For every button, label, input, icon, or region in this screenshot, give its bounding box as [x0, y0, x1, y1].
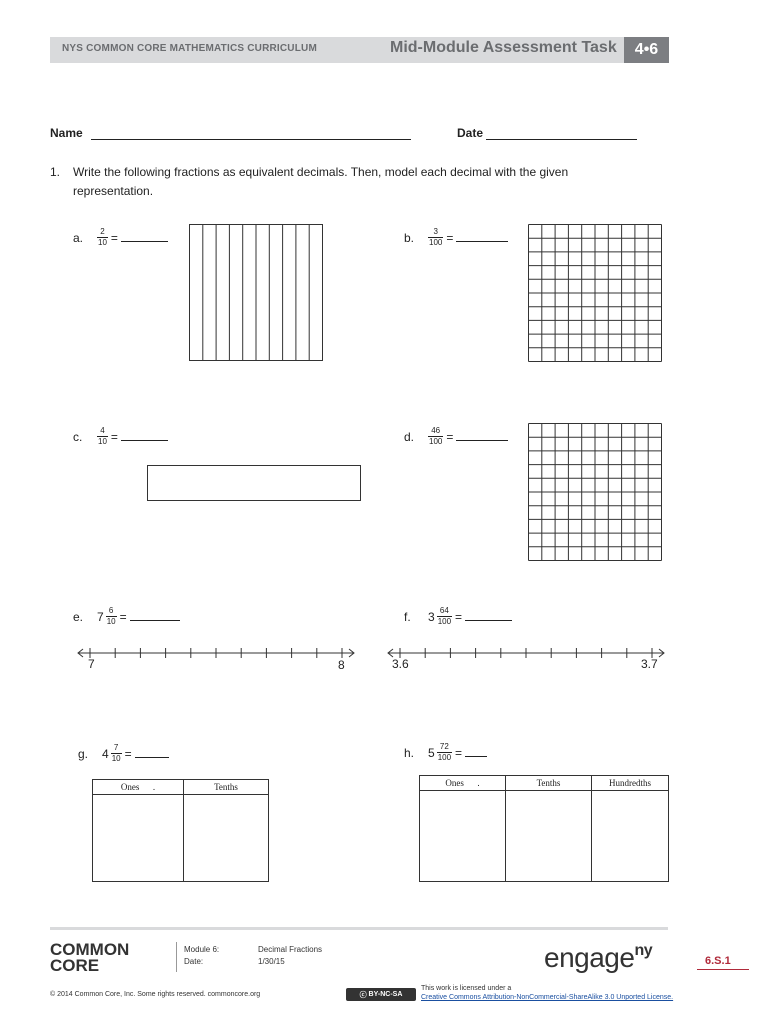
ones-cell[interactable] — [93, 795, 184, 882]
answer-blank[interactable] — [456, 233, 508, 242]
fraction: $\frac{72}{100}$ — [437, 742, 452, 762]
place-value-chart-g — [92, 779, 269, 882]
problem-f: f. 3 $\frac{64}{100}$ = — [404, 606, 512, 627]
fraction: $\frac{64}{100}$ — [437, 606, 452, 626]
whole-number: 3 — [428, 609, 435, 624]
answer-blank[interactable] — [465, 612, 512, 621]
fraction: $\frac{2}{10}$ — [98, 227, 107, 247]
number-line-end: 3.7 — [641, 657, 658, 671]
problem-letter: f. — [404, 609, 411, 624]
number-line-start: 7 — [88, 657, 95, 671]
number-line-start: 3.6 — [392, 657, 409, 671]
tenths-cell[interactable] — [506, 791, 592, 882]
cc-license-badge[interactable]: ⓒ BY-NC-SA — [346, 988, 416, 1001]
column-header-ones: Ones . — [93, 780, 184, 795]
engageny-logo: engage$^{ny}$ — [544, 942, 653, 973]
ones-cell[interactable] — [420, 791, 506, 882]
page-number-underline — [697, 969, 749, 970]
date-footer-label: Date: — [184, 957, 204, 966]
question-text-line2: representation. — [73, 184, 154, 198]
number-line-end: 8 — [338, 658, 345, 672]
problem-g: g. 4 $\frac{7}{10}$ = — [78, 743, 169, 764]
problem-letter: h. — [404, 745, 415, 760]
fraction: $\frac{4}{10}$ — [98, 426, 107, 446]
problem-d: d. $\frac{46}{100}$ = — [404, 426, 508, 447]
question-text-line1: Write the following fractions as equivalent decimals. Then, model each decimal with the given — [73, 165, 569, 179]
question-number: 1. — [50, 165, 61, 179]
copyright: © 2014 Common Core, Inc. Some rights reserved. commoncore.org — [50, 991, 261, 998]
problem-letter: d. — [404, 429, 415, 444]
place-value-chart-h — [419, 775, 669, 882]
problem-letter: g. — [78, 746, 89, 761]
column-header-ones: Ones . — [420, 776, 506, 791]
curriculum-title: NYS COMMON CORE MATHEMATICS CURRICULUM — [62, 43, 317, 54]
tenths-area-model-a — [189, 224, 323, 361]
license-text: This work is licensed under a — [421, 985, 512, 992]
footer-separator — [176, 942, 177, 972]
tenths-cell[interactable] — [184, 795, 269, 882]
common-core-logo: COMMON CORE — [50, 940, 130, 975]
date-field[interactable] — [486, 127, 637, 140]
hundredths-cell[interactable] — [592, 791, 669, 882]
fraction: $\frac{6}{10}$ — [106, 606, 116, 626]
fraction: $\frac{3}{100}$ — [429, 227, 443, 247]
tape-diagram-c — [147, 465, 361, 501]
fraction: $\frac{7}{10}$ — [111, 743, 121, 763]
number-line-e — [76, 645, 358, 665]
module-value: Decimal Fractions — [258, 945, 323, 954]
column-header-tenths: Tenths — [506, 776, 592, 791]
hundredths-grid-d — [528, 423, 662, 561]
answer-blank[interactable] — [135, 749, 169, 758]
fraction: $\frac{46}{100}$ — [429, 426, 443, 446]
footer-divider — [50, 927, 668, 930]
column-header-hundredths: Hundredths — [592, 776, 669, 791]
problem-letter: c. — [73, 429, 83, 444]
problem-letter: a. — [73, 230, 84, 245]
problem-letter: b. — [404, 230, 415, 245]
name-field[interactable] — [91, 127, 411, 140]
whole-number: 4 — [102, 746, 109, 761]
name-label: Name — [50, 126, 83, 140]
task-title: Mid-Module Assessment Task — [390, 39, 617, 56]
problem-a: a. $\frac{2}{10}$ = — [73, 227, 168, 248]
problem-h: h. 5 $\frac{72}{100}$ = — [404, 742, 487, 763]
grade-module-badge: 4•6 — [624, 37, 669, 63]
date-footer-value: 1/30/15 — [258, 957, 285, 966]
hundredths-grid-b — [528, 224, 662, 362]
module-label: Module 6: — [184, 945, 220, 954]
page-number: 6.S.1 — [705, 955, 731, 967]
answer-blank[interactable] — [121, 233, 168, 242]
date-label: Date — [457, 126, 484, 140]
number-line-f — [386, 645, 668, 665]
license-link[interactable]: Creative Commons Attribution-NonCommercial-ShareAlike 3.0 Unported License. — [421, 994, 674, 1001]
column-header-tenths: Tenths — [184, 780, 269, 795]
problem-b: b. $\frac{3}{100}$ = — [404, 227, 508, 248]
whole-number: 7 — [97, 609, 104, 624]
answer-blank[interactable] — [456, 432, 508, 441]
problem-e: e. 7 $\frac{6}{10}$ = — [73, 606, 180, 627]
answer-blank[interactable] — [121, 432, 168, 441]
answer-blank[interactable] — [465, 748, 487, 757]
whole-number: 5 — [428, 745, 435, 760]
problem-c: c. $\frac{4}{10}$ = — [73, 426, 168, 447]
problem-letter: e. — [73, 609, 84, 624]
answer-blank[interactable] — [130, 612, 180, 621]
